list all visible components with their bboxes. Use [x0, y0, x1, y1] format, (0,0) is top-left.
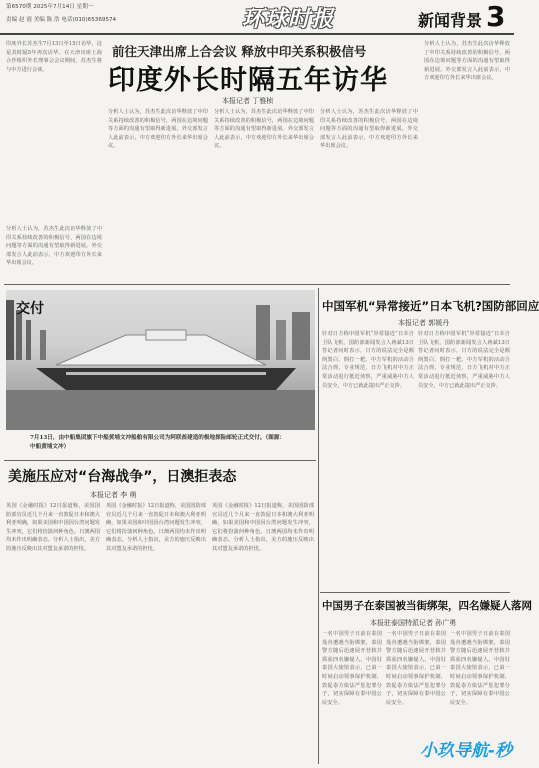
column-rule: [318, 288, 319, 764]
story3-body-col-2: 针对日方称中国军机“异常接近”日本自卫队飞机，国防部新闻发言人蒋斌13日答记者问时表示，日方的说法完全是颠倒黑白、倒打一耙。中方军机的活动合法合规、专业规范，日方飞机对中方正常活动进行抵近侦察，严重威胁中方人员安全，中方已就此提出严正交涉。: [418, 331, 510, 389]
masthead-logo: 环球时报: [242, 6, 335, 32]
story-byline: 本报记者 丁雅桢: [222, 97, 274, 105]
story-body-col-2: 分析人士认为，苏杰生此次访华释放了中印关系持续改善的积极信号，两国在边境问题等方面的沟通有望取得新进展。外交部发言人此前表示，中方欢迎印方外长来华出席会议。: [108, 109, 208, 150]
story2-body-col-3: 英国《金融时报》12日报道称，美国国防部官员近几个月来一直敦促日本和澳大利亚明确，如果美国和中国因台湾问题发生冲突，它们将扮演何种角色。日澳两国均未作出明确表态。分析人士指出，美方的施压反映出其对盟友承诺的担忧。: [212, 503, 314, 552]
story2-byline: 本报记者 李 萌: [90, 491, 137, 499]
story4-body-col-3: 一名中国男子日前在泰国曼谷遭遇当街绑架，泰国警方随后迅速展开营救并抓获四名嫌疑人。中国驻泰国大使馆表示，已第一时间启动领事保护机制，敦促泰方依法严惩犯罪分子，切实保障在泰中国公民安全。: [450, 631, 510, 706]
story-body-col-3: 分析人士认为，苏杰生此次访华释放了中印关系持续改善的积极信号，两国在边境问题等方面的沟通有望取得新进展。外交部发言人此前表示，中方欢迎印方外长来华出席会议。: [214, 109, 314, 150]
issue-info: 第6570期 2025年7月14日 星期一: [6, 4, 94, 10]
story-india-fm-lead: [6, 40, 102, 220]
masthead: [0, 0, 514, 34]
story4-byline: 本报驻泰国特派记者 孙广勇: [370, 619, 457, 627]
photo-caption: 7月13日，由中船集团旗下中船黄埔文冲船舶有限公司为阿联酋建造的极地探险邮轮正式交付。（图源：中船黄埔文冲）: [30, 435, 286, 450]
photo-tag: 交付: [16, 301, 44, 317]
news-photo: [6, 290, 315, 430]
story-body-col-1: 分析人士认为，苏杰生此次访华释放了中印关系持续改善的积极信号，两国在边境问题等方面的沟通有望取得新进展。外交部发言人此前表示，中方欢迎印方外长来华出席会议。: [6, 226, 102, 267]
story2-body-col-1: 英国《金融时报》12日报道称，美国国防部官员近几个月来一直敦促日本和澳大利亚明确，如果美国和中国因台湾问题发生冲突，它们将扮演何种角色。日澳两国均未作出明确表态。分析人士指出，美方的施压反映出其对盟友承诺的担忧。: [6, 503, 100, 552]
story-lead-text: 印度外长苏杰生7月13日至15日访华，这是其时隔5年再次访华。在天津出席上海合作组织外长理事会会议期间，苏杰生将与中方进行会谈。: [6, 41, 102, 73]
photo-rule: [4, 460, 316, 461]
ship-illustration: [6, 290, 315, 430]
page-number: 3: [486, 0, 506, 33]
masthead-rule: [0, 33, 514, 35]
section-title: 新闻背景: [418, 11, 483, 30]
story3-headline: 中国军机“异常接近”日本飞机?国防部回应: [322, 299, 539, 313]
story-headline: 印度外长时隔五年访华: [108, 65, 388, 96]
editor-info: 责编 赵 霞 美编 陈 浩 电话(010)65369574: [6, 17, 117, 23]
story-kicker: 前往天津出席上合会议 释放中印关系积极信号: [112, 44, 367, 59]
story2-body-col-2: 英国《金融时报》12日报道称，美国国防部官员近几个月来一直敦促日本和澳大利亚明确，如果美国和中国因台湾问题发生冲突，它们将扮演何种角色。日澳两国均未作出明确表态。分析人士指出，美方的施压反映出其对盟友承诺的担忧。: [106, 503, 206, 552]
story4-headline: 中国男子在泰国被当街绑架，四名嫌疑人落网: [322, 600, 532, 612]
story-body-col-4: 分析人士认为，苏杰生此次访华释放了中印关系持续改善的积极信号，两国在边境问题等方面的沟通有望取得新进展。外交部发言人此前表示，中方欢迎印方外长来华出席会议。: [320, 109, 418, 150]
section-rule: [4, 284, 510, 285]
story3-byline: 本报记者 郭媛丹: [398, 319, 450, 327]
story4-body-col-1: 一名中国男子日前在泰国曼谷遭遇当街绑架，泰国警方随后迅速展开营救并抓获四名嫌疑人。中国驻泰国大使馆表示，已第一时间启动领事保护机制，敦促泰方依法严惩犯罪分子，切实保障在泰中国公民安全。: [322, 631, 382, 706]
story-body-col-5: 分析人士认为，苏杰生此次访华释放了中印关系持续改善的积极信号，两国在边境问题等方面的沟通有望取得新进展。外交部发言人此前表示，中方欢迎印方外长来华出席会议。: [424, 41, 510, 82]
story2-headline: 美施压应对“台海战争”，日澳拒表态: [8, 469, 237, 485]
watermark: 小玖导航-秒: [420, 741, 513, 761]
story4-body-col-2: 一名中国男子日前在泰国曼谷遭遇当街绑架，泰国警方随后迅速展开营救并抓获四名嫌疑人。中国驻泰国大使馆表示，已第一时间启动领事保护机制，敦促泰方依法严惩犯罪分子，切实保障在泰中国公民安全。: [386, 631, 446, 706]
story3-body-col-1: 针对日方称中国军机“异常接近”日本自卫队飞机，国防部新闻发言人蒋斌13日答记者问时表示，日方的说法完全是颠倒黑白、倒打一耙。中方军机的活动合法合规、专业规范，日方飞机对中方正常活动进行抵近侦察，严重威胁中方人员安全，中方已就此提出严正交涉。: [322, 331, 414, 389]
story3-rule: [320, 592, 510, 593]
